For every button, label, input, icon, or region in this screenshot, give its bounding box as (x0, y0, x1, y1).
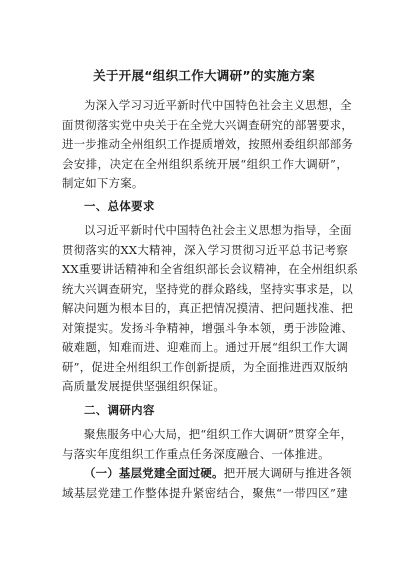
intro-line: 面贯彻落实党中央关于在全党大兴调查研究的部署要求， (62, 117, 354, 132)
section1-line: 以习近平新时代中国特色社会主义思想为指导，全面 (84, 223, 352, 237)
document-title: 关于开展“组织工作大调研”的实施方案 (93, 68, 315, 83)
section1-line: 解决问题为根本目的，真正把情况摸清、把问题找准、把 (62, 301, 354, 315)
section1-line: 研”，促进全州组织工作创新提质，为全面推进西双版纳 (62, 359, 348, 374)
section2-item1-line: 域基层党建工作整体提升紧密结合，聚焦“一带四区”建 (62, 485, 348, 500)
section1-line: 破难题，知难而进、迎难而上。通过开展“组织工作大调 (62, 340, 348, 354)
section2-item1-line (84, 465, 352, 482)
intro-line: 制定如下方案。 (62, 176, 144, 190)
intro-line: 为深入学习习近平新时代中国特色社会主义思想，全 (84, 98, 352, 112)
section1-line: XX重要讲话精神和全省组织部长会议精神，在全州组织系 (62, 262, 359, 276)
intro-line: 会安排，决定在全州组织系统开展“组织工作大调研”， (62, 156, 348, 171)
sub-heading-grassroots-party-building: （一）基层党建全面过硬。 (84, 466, 224, 480)
section1-line: 对策提实。发扬斗争精神，增强斗争本领，勇于涉险滩、 (62, 320, 354, 335)
section-heading-research-content: 二、调研内容 (84, 403, 155, 417)
section1-line: 高质量发展提供坚强组织保证。 (62, 379, 225, 393)
item1-text: 把开展大调研与推进各领 (223, 466, 352, 480)
section1-line: 贯彻落实的XX大精神，深入学习贯彻习近平总书记考察 (62, 242, 348, 257)
section-heading-general-requirements: 一、总体要求 (84, 199, 155, 213)
section2-line: 聚焦服务中心大局，把“组织工作大调研”贯穿全年， (84, 427, 353, 441)
intro-line: 进一步推动全州组织工作提质增效，按照州委组织部部务 (62, 137, 354, 151)
section1-line: 统大兴调查研究，坚持党的群众路线，坚持实事求是，以 (62, 281, 354, 296)
section2-line: 与落实年度组织工作重点任务深度融合、一体推进。 (62, 446, 330, 461)
